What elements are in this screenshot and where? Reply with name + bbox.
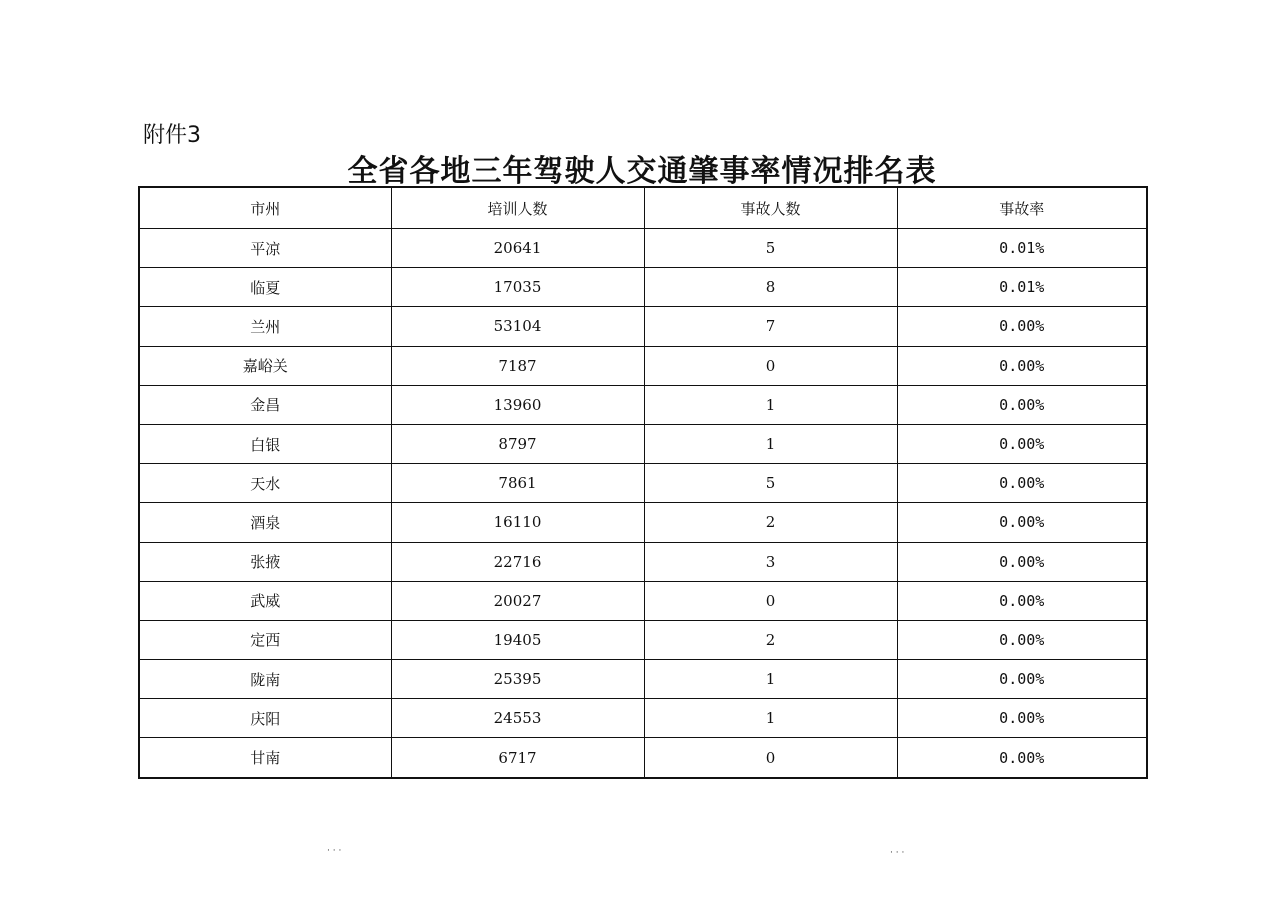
cell-rate: 0.00% [897,738,1147,778]
table-row [139,464,1147,503]
cell-city: 平凉 [139,229,391,268]
cell-accidents: 3 [644,542,897,581]
cell-rate: 0.00% [897,542,1147,581]
cell-city: 天水 [139,464,391,503]
cell-rate: 0.00% [897,699,1147,738]
cell-city: 张掖 [139,542,391,581]
cell-trainees: 20641 [391,229,644,268]
table-row [139,699,1147,738]
cell-city: 甘南 [139,738,391,778]
cell-city: 嘉峪关 [139,346,391,385]
cell-trainees: 6717 [391,738,644,778]
document-title: 全省各地三年驾驶人交通肇事率情况排名表 [347,154,937,189]
header-city: 市州 [139,187,391,229]
cell-city: 庆阳 [139,699,391,738]
cell-accidents: 0 [644,738,897,778]
cell-trainees: 25395 [391,660,644,699]
cell-city: 陇南 [139,660,391,699]
scan-artifact: · · · [890,848,905,858]
cell-rate: 0.01% [897,268,1147,307]
cell-city: 白银 [139,424,391,463]
table-row [139,738,1147,778]
cell-trainees: 24553 [391,699,644,738]
cell-city: 定西 [139,620,391,659]
cell-trainees: 22716 [391,542,644,581]
cell-rate: 0.01% [897,229,1147,268]
cell-trainees: 7187 [391,346,644,385]
scan-artifact: · · · [327,846,342,856]
table-body [139,229,1147,778]
header-accident-rate: 事故率 [897,187,1147,229]
cell-rate: 0.00% [897,464,1147,503]
cell-city: 临夏 [139,268,391,307]
table-row [139,229,1147,268]
cell-accidents: 2 [644,620,897,659]
table-header-row [139,187,1147,229]
table-row [139,268,1147,307]
cell-trainees: 17035 [391,268,644,307]
table-row [139,542,1147,581]
cell-accidents: 0 [644,346,897,385]
cell-trainees: 13960 [391,385,644,424]
cell-accidents: 5 [644,464,897,503]
table-row [139,660,1147,699]
cell-accidents: 1 [644,660,897,699]
cell-accidents: 1 [644,385,897,424]
header-accidents: 事故人数 [644,187,897,229]
cell-trainees: 7861 [391,464,644,503]
table-row [139,307,1147,346]
header-trainees: 培训人数 [391,187,644,229]
cell-accidents: 8 [644,268,897,307]
cell-rate: 0.00% [897,346,1147,385]
table-row [139,503,1147,542]
cell-rate: 0.00% [897,503,1147,542]
ranking-table [138,186,1148,779]
cell-rate: 0.00% [897,620,1147,659]
cell-rate: 0.00% [897,385,1147,424]
cell-accidents: 0 [644,581,897,620]
cell-accidents: 2 [644,503,897,542]
cell-rate: 0.00% [897,660,1147,699]
cell-rate: 0.00% [897,307,1147,346]
cell-accidents: 1 [644,699,897,738]
table-row [139,581,1147,620]
cell-city: 武威 [139,581,391,620]
cell-trainees: 53104 [391,307,644,346]
cell-city: 酒泉 [139,503,391,542]
table-row [139,346,1147,385]
cell-accidents: 5 [644,229,897,268]
cell-accidents: 1 [644,424,897,463]
table-row [139,620,1147,659]
cell-city: 金昌 [139,385,391,424]
cell-trainees: 19405 [391,620,644,659]
cell-rate: 0.00% [897,581,1147,620]
attachment-label: 附件3 [143,123,201,148]
cell-rate: 0.00% [897,424,1147,463]
table-row [139,424,1147,463]
cell-trainees: 8797 [391,424,644,463]
cell-city: 兰州 [139,307,391,346]
cell-trainees: 16110 [391,503,644,542]
table-row [139,385,1147,424]
cell-accidents: 7 [644,307,897,346]
cell-trainees: 20027 [391,581,644,620]
